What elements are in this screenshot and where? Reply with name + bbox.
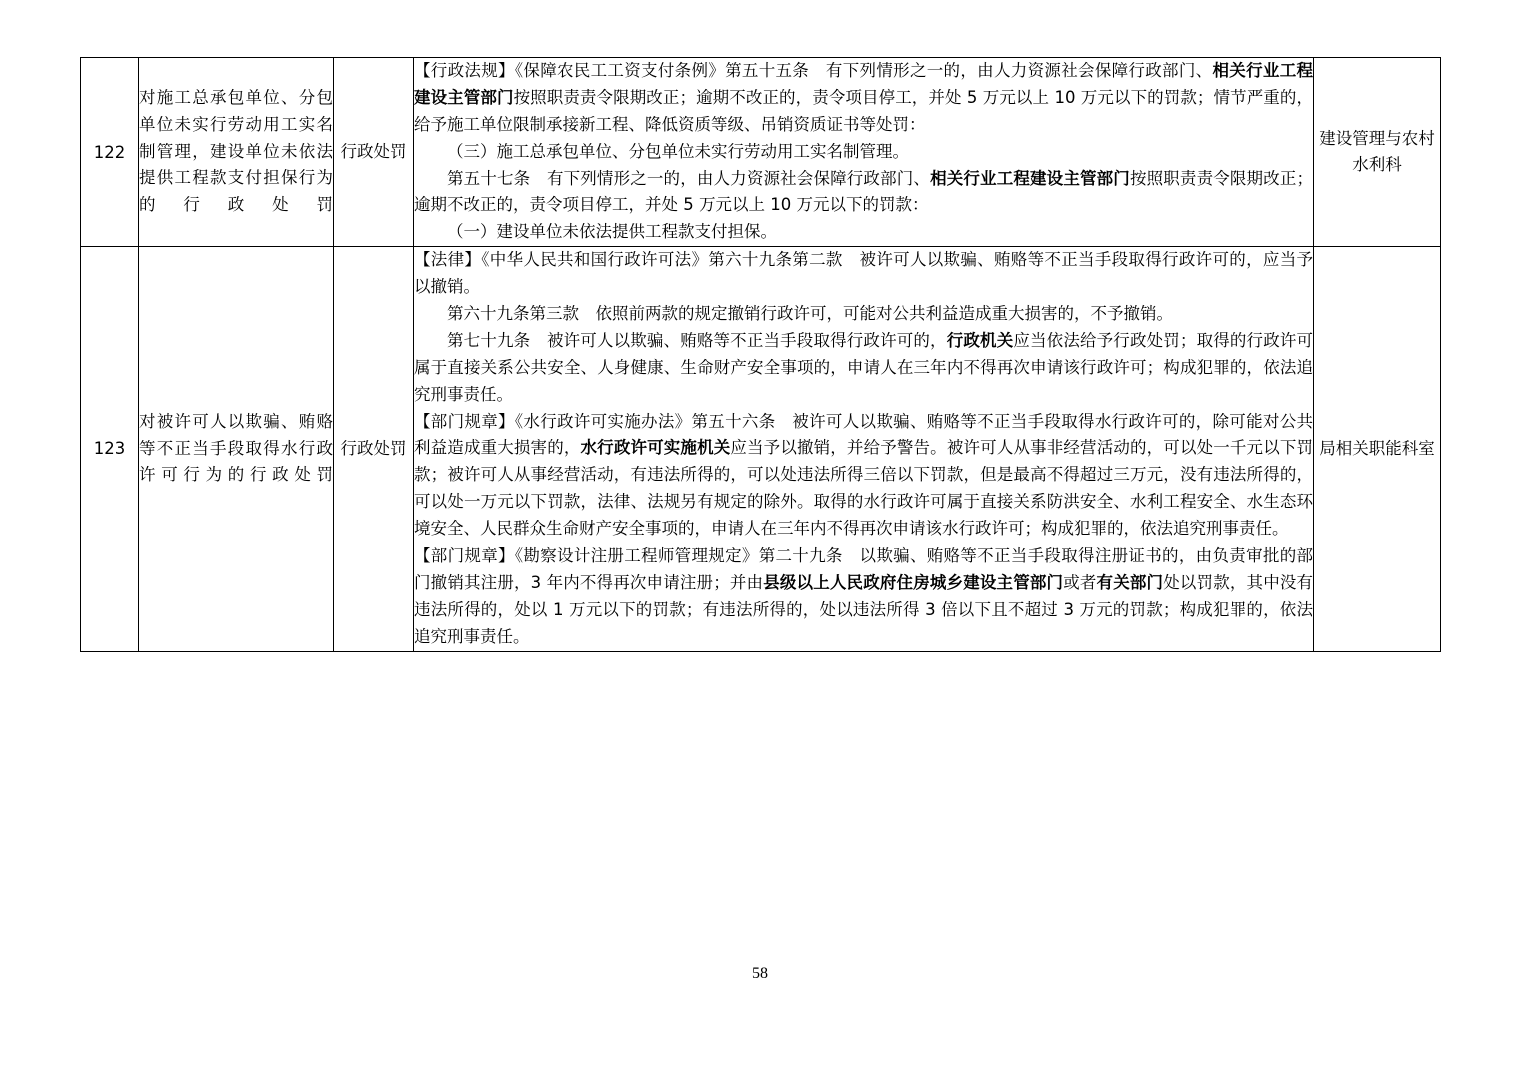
legal-basis-paragraph: [414, 301, 1313, 328]
row-number: 122: [81, 58, 139, 247]
legal-basis-paragraph: [414, 543, 1313, 651]
body-text: （一）建设单位未依法提供工程款支付担保。: [447, 222, 777, 242]
row-department: 局相关职能科室: [1314, 247, 1441, 651]
row-item-name: 对被许可人以欺骗、贿赂等不正当手段取得水行政许可行为的行政处罚: [139, 247, 334, 651]
row-type: 行政处罚: [334, 58, 414, 247]
emphasized-text: 水行政许可实施机关: [580, 438, 731, 458]
body-text: 第五十七条 有下列情形之一的，由人力资源社会保障行政部门、: [447, 168, 931, 188]
body-text: 【部门规章】《水行政许可实施办法》第五十六条 被许可人以欺骗、贿赂等不正当手段取得水行政许可的，除可能对公共利益造成重大损害的，: [414, 411, 1313, 458]
regulation-table: [80, 57, 1441, 652]
table-row: [81, 247, 1441, 651]
legal-basis-paragraph: [414, 409, 1313, 543]
legal-basis-paragraph: [414, 247, 1313, 301]
body-text: 应当依法给予行政处罚；取得的行政许可属于直接关系公共安全、人身健康、生命财产安全事项的，申请人在三年内不得再次申请该行政许可；构成犯罪的，依法追究刑事责任。: [414, 330, 1314, 404]
row-department: 建设管理与农村水利科: [1314, 58, 1441, 247]
body-text: 第七十九条 被许可人以欺骗、贿赂等不正当手段取得行政许可的，: [447, 330, 947, 350]
legal-basis-paragraph: [414, 219, 1313, 246]
legal-basis-paragraph: [414, 166, 1313, 220]
row-legal-basis: [414, 247, 1314, 651]
body-text: （三）施工总承包单位、分包单位未实行劳动用工实名制管理。: [447, 141, 909, 161]
body-text: 【行政法规】《保障农民工工资支付条例》第五十五条 有下列情形之一的，由人力资源社会保障行政部门、: [414, 61, 1213, 80]
body-text: 【部门规章】《勘察设计注册工程师管理规定》第二十九条 以欺骗、贿赂等不正当手段取得注册证书的，由负责审批的部门撤销其注册，3 年内不得再次申请注册；并由: [414, 546, 1313, 592]
legal-basis-paragraph: [414, 328, 1313, 409]
table-body: [81, 58, 1441, 652]
body-text: 第六十九条第三款 依照前两款的规定撤销行政许可，可能对公共利益造成重大损害的，不予撤销。: [447, 304, 1173, 324]
body-text: 处以罚款，其中没有违法所得的，处以 1 万元以下的罚款；有违法所得的，处以违法所得 3 倍以下且不超过 3 万元的罚款；构成犯罪的，依法追究刑事责任。: [414, 572, 1314, 646]
emphasized-text: 有关部门: [1096, 572, 1164, 592]
emphasized-text: 相关行业工程建设主管部门: [414, 61, 1314, 107]
row-item-name: 对施工总承包单位、分包单位未实行劳动用工实名制管理，建设单位未依法提供工程款支付担保行为的行政处罚: [139, 58, 334, 247]
row-type: 行政处罚: [334, 247, 414, 651]
body-text: 按照职责责令限期改正；逾期不改正的，责令项目停工，并处 5 万元以上 10 万元以下的罚款：: [414, 168, 1314, 215]
body-text: 按照职责责令限期改正；逾期不改正的，责令项目停工，并处 5 万元以上 10 万元以下的罚款；情节严重的，给予施工单位限制承接新工程、降低资质等级、吊销资质证书等处罚：: [414, 87, 1313, 134]
emphasized-text: 县级以上人民政府住房城乡建设主管部门: [763, 572, 1064, 592]
legal-basis-paragraph: [414, 58, 1313, 139]
body-text: 应当予以撤销，并给予警告。被许可人从事非经营活动的，可以处一千元以下罚款；被许可人从事经营活动，有违法所得的，可以处违法所得三倍以下罚款，但是最高不得超过三万元，没有违法所得的，可以处一万元以下罚款，法律、法规另有规定的除外。取得的水行政许可属于直接关系防洪安全、水利工程安全、水生态环境安全、人民群众生命财产安全事项的，申请人在三年内不得再次申请该水行政许可；构成犯罪的，依法追究刑事责任。: [414, 438, 1314, 539]
legal-basis-paragraph: [414, 139, 1313, 166]
page-number: 58: [752, 965, 768, 982]
row-number: 123: [81, 247, 139, 651]
emphasized-text: 行政机关: [946, 330, 1014, 350]
body-text: 【法律】《中华人民共和国行政许可法》第六十九条第二款 被许可人以欺骗、贿赂等不正当手段取得行政许可的，应当予以撤销。: [414, 250, 1313, 297]
emphasized-text: 相关行业工程建设主管部门: [930, 168, 1130, 188]
row-legal-basis: [414, 58, 1314, 247]
body-text: 或者: [1063, 572, 1097, 592]
table-row: [81, 58, 1441, 247]
